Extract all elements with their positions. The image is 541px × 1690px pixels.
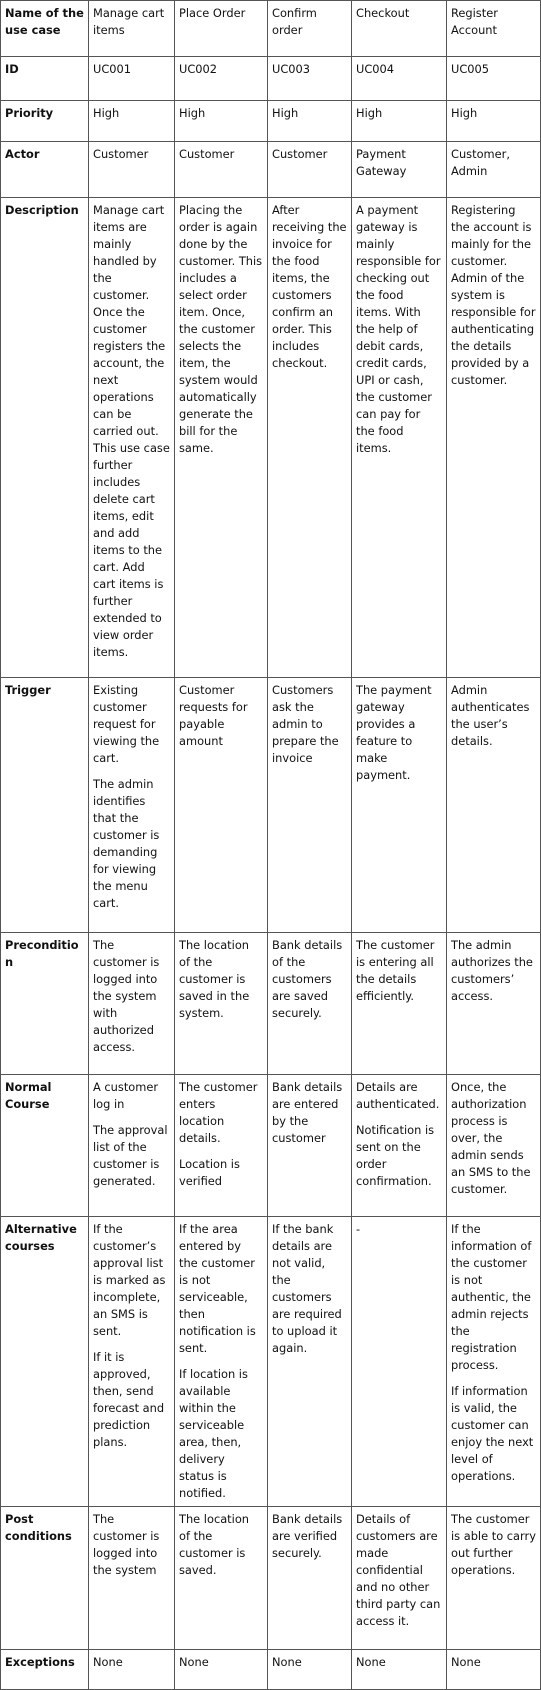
table-cell	[447, 198, 541, 678]
table-cell	[447, 1650, 541, 1690]
cell-text: Once, the authorization process is over, the admin sends an SMS to the customer.	[451, 1080, 531, 1196]
table-cell	[268, 1507, 352, 1650]
row-header: Post conditions	[1, 1507, 89, 1650]
table-cell	[447, 57, 541, 101]
table-cell	[175, 198, 268, 678]
table-cell	[268, 1075, 352, 1217]
table-cell	[268, 933, 352, 1075]
cell-text: Notification is sent on the order confirmation.	[356, 1123, 435, 1188]
cell-text: UC002	[179, 62, 218, 76]
cell-text: Admin authenticates the user’s details.	[451, 683, 530, 748]
row-header: Trigger	[1, 678, 89, 933]
table-cell	[352, 1507, 447, 1650]
table-cell	[352, 933, 447, 1075]
cell-text: The admin authorizes the customers’ access.	[451, 938, 533, 1003]
cell-text: High	[272, 106, 299, 120]
cell-text: The customer is logged into the system with authorized access.	[93, 938, 160, 1054]
row-header: Priority	[1, 101, 89, 142]
table-cell	[89, 1507, 175, 1650]
table-cell	[175, 1075, 268, 1217]
table-cell	[89, 101, 175, 142]
table-cell	[268, 142, 352, 198]
cell-text: A customer log in	[93, 1080, 159, 1111]
table-cell	[352, 1075, 447, 1217]
cell-text: Checkout	[356, 6, 410, 20]
table-cell	[352, 101, 447, 142]
row-header: Alternative courses	[1, 1217, 89, 1507]
table-cell	[352, 678, 447, 933]
cell-text: Confirm order	[272, 6, 317, 37]
cell-text: UC001	[93, 62, 132, 76]
table-cell	[89, 142, 175, 198]
row-name	[1, 1, 541, 57]
table-cell	[175, 1217, 268, 1507]
cell-text: If the customer’s approval list is marked as incomplete, an SMS is sent.	[93, 1222, 166, 1338]
cell-text: Bank details are entered by the customer	[272, 1080, 343, 1145]
cell-text: The location of the customer is saved.	[179, 1512, 250, 1577]
table-cell	[175, 678, 268, 933]
cell-text: High	[179, 106, 206, 120]
table-cell	[268, 57, 352, 101]
cell-text: If location is available within the serviceable area, then, delivery status is notified.	[179, 1367, 248, 1500]
row-trigger	[1, 678, 541, 933]
table-cell	[89, 198, 175, 678]
table-cell	[89, 1, 175, 57]
table-cell	[352, 142, 447, 198]
table-cell	[447, 1217, 541, 1507]
cell-text: -	[356, 1222, 361, 1236]
cell-text: The payment gateway provides a feature to make payment.	[356, 683, 432, 782]
cell-text: The customer is logged into the system	[93, 1512, 160, 1577]
cell-text: Customer	[272, 147, 328, 161]
table-cell	[352, 1217, 447, 1507]
row-priority	[1, 101, 541, 142]
cell-text: After receiving the invoice for the food items, the customers confirm an order. This includes checkout.	[272, 203, 347, 370]
table-cell	[447, 101, 541, 142]
row-header: Actor	[1, 142, 89, 198]
table-cell	[268, 1650, 352, 1690]
table-cell	[447, 933, 541, 1075]
cell-text: If it is approved, then, send forecast and prediction plans.	[93, 1350, 165, 1449]
cell-text: The approval list of the customer is generated.	[93, 1123, 168, 1188]
table-cell	[175, 933, 268, 1075]
table-cell	[89, 57, 175, 101]
cell-text: A payment gateway is mainly responsible for checking out the food items. With the help of debit cards, credit cards, UPI or cash, the customer can pay for the food items.	[356, 203, 441, 455]
row-header: Exceptions	[1, 1650, 89, 1690]
cell-text: Place Order	[179, 6, 246, 20]
table-cell	[175, 57, 268, 101]
row-exceptions	[1, 1650, 541, 1690]
cell-text: The location of the customer is saved in the system.	[179, 938, 250, 1020]
row-post	[1, 1507, 541, 1650]
table-cell	[268, 1, 352, 57]
table-cell	[89, 1217, 175, 1507]
cell-text: None	[179, 1655, 209, 1669]
cell-text: If the information of the customer is not authentic, the admin rejects the registration process.	[451, 1222, 532, 1372]
cell-text: UC005	[451, 62, 490, 76]
row-id	[1, 57, 541, 101]
row-header: Normal Course	[1, 1075, 89, 1217]
table-cell	[268, 678, 352, 933]
table-cell	[447, 142, 541, 198]
use-case-table-body	[1, 1, 541, 1690]
table-cell	[268, 101, 352, 142]
cell-text: Payment Gateway	[356, 147, 407, 178]
table-cell	[175, 101, 268, 142]
table-cell	[89, 678, 175, 933]
table-cell	[352, 198, 447, 678]
cell-text: High	[451, 106, 478, 120]
row-normal-course	[1, 1075, 541, 1217]
row-alternative	[1, 1217, 541, 1507]
table-cell	[447, 1, 541, 57]
cell-text: The customer enters location details.	[179, 1080, 258, 1145]
table-cell	[352, 1650, 447, 1690]
row-header: ID	[1, 57, 89, 101]
cell-text: If the bank details are not valid, the customers are required to upload it again.	[272, 1222, 342, 1355]
table-cell	[175, 1507, 268, 1650]
cell-text: Details are authenticated.	[356, 1080, 440, 1111]
table-cell	[447, 678, 541, 933]
cell-text: Registering the account is mainly for the customer. Admin of the system is responsible for authenticating the details provided by a customer.	[451, 203, 536, 387]
table-cell	[447, 1075, 541, 1217]
cell-text: Customer	[93, 147, 149, 161]
row-actor	[1, 142, 541, 198]
cell-text: None	[451, 1655, 481, 1669]
cell-text: Customer, Admin	[451, 147, 510, 178]
cell-text: Customer	[179, 147, 235, 161]
table-cell	[175, 1, 268, 57]
cell-text: The customer is able to carry out further operations.	[451, 1512, 536, 1577]
cell-text: Location is verified	[179, 1157, 240, 1188]
table-cell	[89, 933, 175, 1075]
cell-text: The admin identifies that the customer is demanding for viewing the menu cart.	[93, 777, 160, 910]
cell-text: Existing customer request for viewing the cart.	[93, 683, 160, 765]
cell-text: UC004	[356, 62, 395, 76]
row-header: Precondition	[1, 933, 89, 1075]
cell-text: None	[93, 1655, 123, 1669]
cell-text: Bank details of the customers are saved securely.	[272, 938, 343, 1020]
table-cell	[268, 1217, 352, 1507]
table-cell	[175, 1650, 268, 1690]
cell-text: If the area entered by the customer is not serviceable, then notification is sent.	[179, 1222, 256, 1355]
cell-text: UC003	[272, 62, 311, 76]
table-cell	[89, 1650, 175, 1690]
row-header: Description	[1, 198, 89, 678]
cell-text: Placing the order is again done by the customer. This includes a select order item. Once, the customer selects the item, the system would automatically generate the bill for the same.	[179, 203, 263, 455]
row-description	[1, 198, 541, 678]
row-precondition	[1, 933, 541, 1075]
table-cell	[352, 57, 447, 101]
cell-text: High	[93, 106, 120, 120]
cell-text: None	[356, 1655, 386, 1669]
cell-text: Customers ask the admin to prepare the invoice	[272, 683, 339, 765]
cell-text: Manage cart items are mainly handled by the customer. Once the customer registers the account, the next operations can be carried out. This use case further includes delete cart items, edit and add items to the cart. Add cart items is further extended to view order items.	[93, 203, 170, 659]
row-header: Name of the use case	[1, 1, 89, 57]
cell-text: Details of customers are made confidential and no other third party can access it.	[356, 1512, 441, 1628]
cell-text: If information is valid, the customer can enjoy the next level of operations.	[451, 1384, 534, 1483]
table-cell	[447, 1507, 541, 1650]
cell-text: The customer is entering all the details efficiently.	[356, 938, 435, 1003]
cell-text: Register Account	[451, 6, 498, 37]
cell-text: Bank details are verified securely.	[272, 1512, 343, 1560]
table-cell	[352, 1, 447, 57]
cell-text: Manage cart items	[93, 6, 165, 37]
cell-text: Customer requests for payable amount	[179, 683, 248, 748]
table-cell	[175, 142, 268, 198]
cell-text: None	[272, 1655, 302, 1669]
table-cell	[89, 1075, 175, 1217]
cell-text: High	[356, 106, 383, 120]
table-cell	[268, 198, 352, 678]
